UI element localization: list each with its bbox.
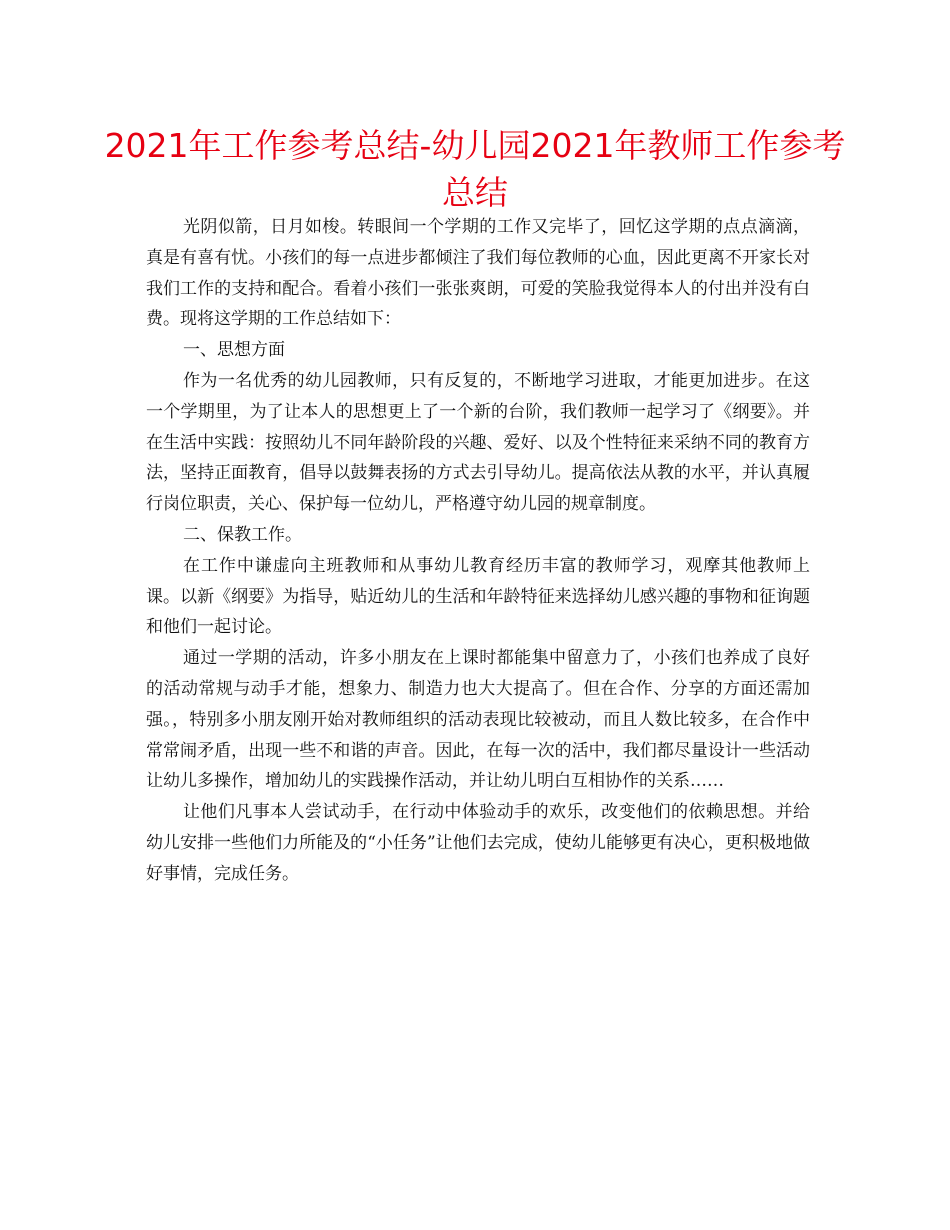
paragraph-thought: 作为一名优秀的幼儿园教师，只有反复的，不断地学习进取，才能更加进步。在这一个学期里，为了让本人的思想更上了一个新的台阶，我们教师一起学习了《纲要》。并在生活中实践：按照幼儿不同年龄阶段的兴趣、爱好、以及个性特征来采纳不同的教育方法，坚持正面教育，倡导以鼓舞表扬的方式去引导幼儿。提高依法从教的水平，并认真履行岗位职责，关心、保护每一位幼儿，严格遵守幼儿园的规章制度。 <box>146 370 810 515</box>
document-title: 2021年工作参考总结-幼儿园2021年教师工作参考总结 <box>104 126 846 212</box>
paragraph-care-education-3: 让他们凡事本人尝试动手，在行动中体验动手的欢乐，改变他们的依赖思想。并给幼儿安排一些他们力所能及的“小任务”让他们去完成，使幼儿能够更有决心，更积极地做好事情，完成任务。 <box>146 802 810 884</box>
paragraph-care-education-1: 在工作中谦虚向主班教师和从事幼儿教育经历丰富的教师学习，观摩其他教师上课。以新《纲要》为指导，贴近幼儿的生活和年龄特征来选择幼儿感兴趣的事物和征询题和他们一起讨论。 <box>146 555 810 638</box>
paragraph-care-education-2: 通过一学期的活动，许多小朋友在上课时都能集中留意力了，小孩们也养成了良好的活动常规与动手才能，想象力、制造力也大大提高了。但在合作、分享的方面还需加强。，特别多小朋友刚开始对教师组织的活动表现比较被动，而且人数比较多，在合作中常常闹矛盾，出现一些不和谐的声音。因此，在每一次的活中，我们都尽量设计一些活动让幼儿多操作，增加幼儿的实践操作活动，并让幼儿明白互相协作的关系…… <box>146 648 810 792</box>
document-body <box>146 212 810 890</box>
section-heading-care-education: 二、保教工作。 <box>183 524 302 545</box>
paragraph-intro: 光阴似箭，日月如梭。转眼间一个学期的工作又完毕了，回忆这学期的点点滴滴，真是有喜有忧。小孩们的每一点进步都倾注了我们每位教师的心血，因此更离不开家长对我们工作的支持和配合。看着小孩们一张张爽朗，可爱的笑脸我觉得本人的付出并没有白费。现将这学期的工作总结如下： <box>146 217 810 330</box>
section-heading-thought: 一、思想方面 <box>183 340 285 361</box>
